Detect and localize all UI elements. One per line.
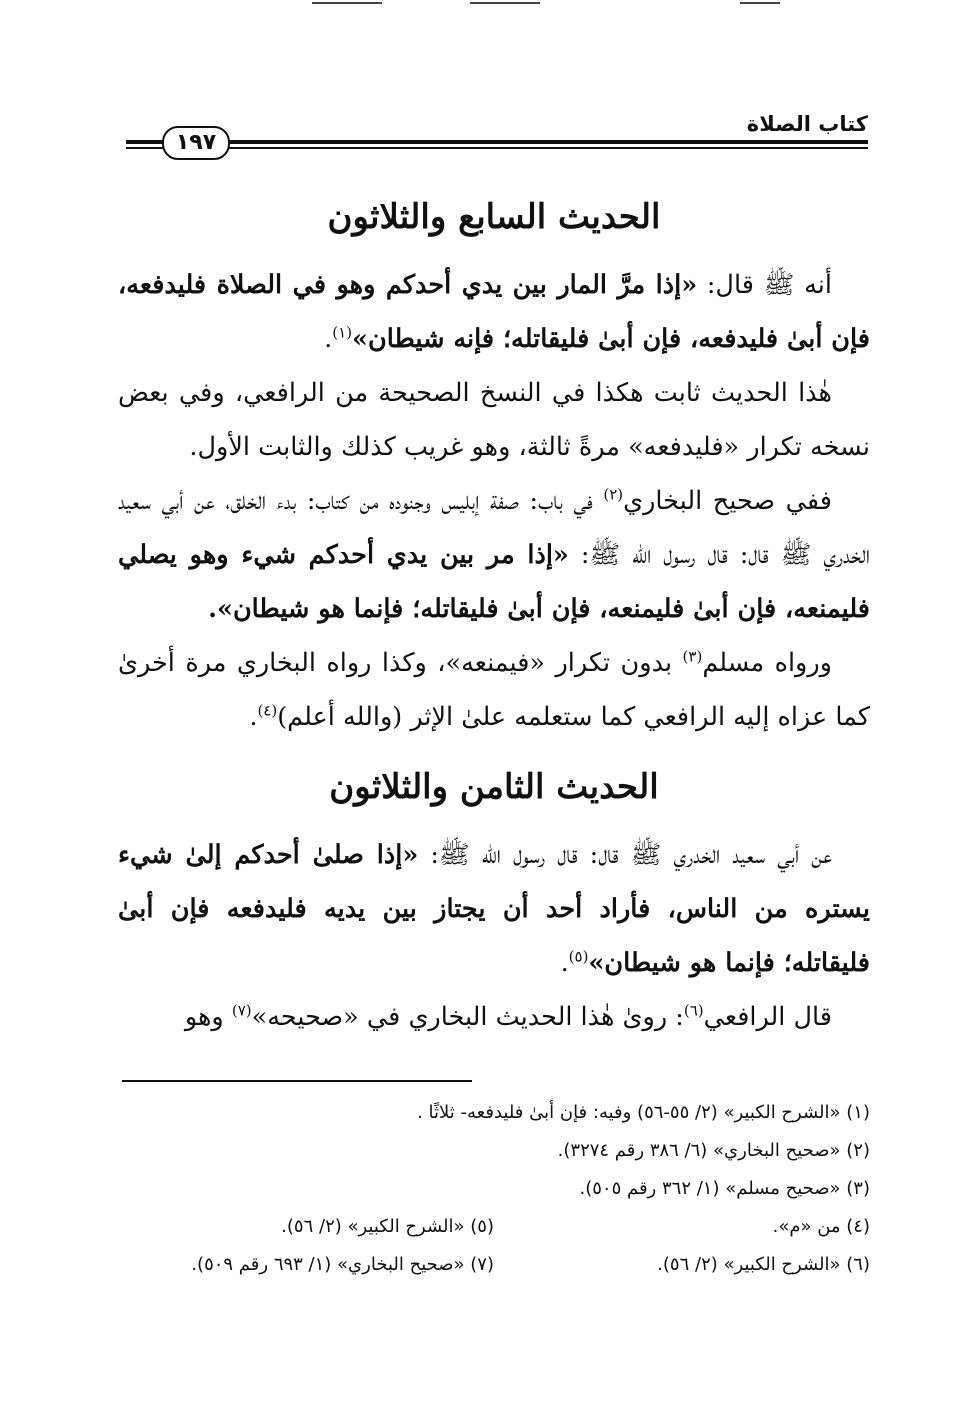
commentary-2-a: ففي صحيح البخاري [623,486,832,516]
footnote-6: (٦) «الشرح الكبير» (٢/ ٥٦). [657,1254,870,1275]
header-rule-thin [222,147,868,149]
footnote-separator [122,1080,472,1082]
commentary-4-b: : روىٰ هٰذا الحديث البخاري في «صحيحه» [251,1002,684,1032]
footnote-2: (٢) «صحيح البخاري» (٦/ ٣٨٦ رقم ٣٢٧٤). [557,1140,870,1161]
footnotes [118,1080,870,1284]
commentary-2-quote: «إذا مر بين يدي أحدكم شيء وهو يصلي فليمنعه، فإن أبىٰ فليمنعه، فإن أبىٰ فليقاتله؛ فإنما هو شيطان». [118,540,870,624]
top-edge-marks [0,0,979,10]
section-heading-37: الحديث السابع والثلاثون [327,197,661,237]
footnote-ref-1: (١) [332,323,353,342]
footnote-ref-6: (٦) [683,1001,704,1020]
hadith-37-text [118,258,870,366]
header-rule-left-thin [126,147,166,149]
hadith-38-end: . [560,948,569,978]
hadith-38-quote: «إذا صلىٰ أحدكم إلىٰ شيء يستره من الناس، فأراد أحد أن يجتاز بين يديه فليدفعه فإن أبىٰ فليقاتله؛ فإنما هو شيطان» [118,840,870,978]
footnote-7: (٧) «صحيح البخاري» (١/ ٦٩٣ رقم ٥٠٩). [191,1254,494,1275]
commentary-4-c: وهو [184,1002,232,1032]
running-header [126,112,868,162]
commentary-paragraph-4 [118,990,870,1044]
hadith-37-intro: أنه ﷺ قال: [697,270,832,300]
footnote-ref-7: (٧) [231,1001,252,1020]
footnote-3: (٣) «صحيح مسلم» (١/ ٣٦٢ رقم ٥٠٥). [579,1178,870,1199]
commentary-4-a: قال الرافعي [703,1002,832,1032]
footnote-row-6-7 [118,1246,870,1284]
footnote-4: (٤) من «م». [772,1216,870,1237]
footnote-row-4-5 [118,1208,870,1246]
commentary-paragraph-3 [118,636,870,744]
main-content [118,188,870,1044]
footnote-ref-3: (٣) [682,647,703,666]
footnote-1: (١) «الشرح الكبير» (٢/ ٥٥-٥٦) وفيه: فإن أبىٰ فليدفعه- ثلاثًا . [417,1102,870,1123]
hadith-38-text [118,828,870,990]
commentary-paragraph-2 [118,474,870,636]
header-rule-left-thick [126,140,166,144]
header-rule-thick [222,140,868,144]
footnote-5: (٥) «الشرح الكبير» (٢/ ٥٦). [281,1216,494,1237]
section-heading-38: الحديث الثامن والثلاثون [329,767,659,807]
footnote-ref-5: (٥) [568,947,589,966]
hadith-37-quote: «إذا مرَّ المار بين يدي أحدكم وهو في الصلاة فليدفعه، فإن أبىٰ فليدفعه، فإن أبىٰ فليقاتله؛ فإنه شيطان» [118,270,870,354]
commentary-3-b: بدون تكرار «فيمنعه»، وكذا رواه البخاري مرة أخرىٰ كما عزاه إليه الرافعي كما ستعلمه علىٰ الإثر (والله أعلم) [118,648,870,732]
page-number: ١٩٧ [162,126,230,160]
commentary-paragraph-1: هٰذا الحديث ثابت هكذا في النسخ الصحيحة من الرافعي، وفي بعض نسخه تكرار «فليدفعه» مرةً ثالثة، وهو غريب كذلك والثابت الأول. [118,378,870,462]
running-title: كتاب الصلاة [746,112,868,136]
footnote-ref-2: (٢) [603,485,624,504]
commentary-2-b: في باب: صفة إبليس وجنوده من كتاب: بدء الخلق، عن أبي سعيد الخدري ﷺ قال: قال رسول الله ﷺ: [118,486,870,570]
commentary-3-end: . [249,702,258,732]
commentary-3-a: ورواه مسلم [702,648,832,678]
hadith-37-end: . [324,324,333,354]
footnote-ref-4: (٤) [257,701,278,720]
hadith-38-intro: عن أبي سعيد الخدري ﷺ قال: قال رسول الله ﷺ: [418,840,832,870]
